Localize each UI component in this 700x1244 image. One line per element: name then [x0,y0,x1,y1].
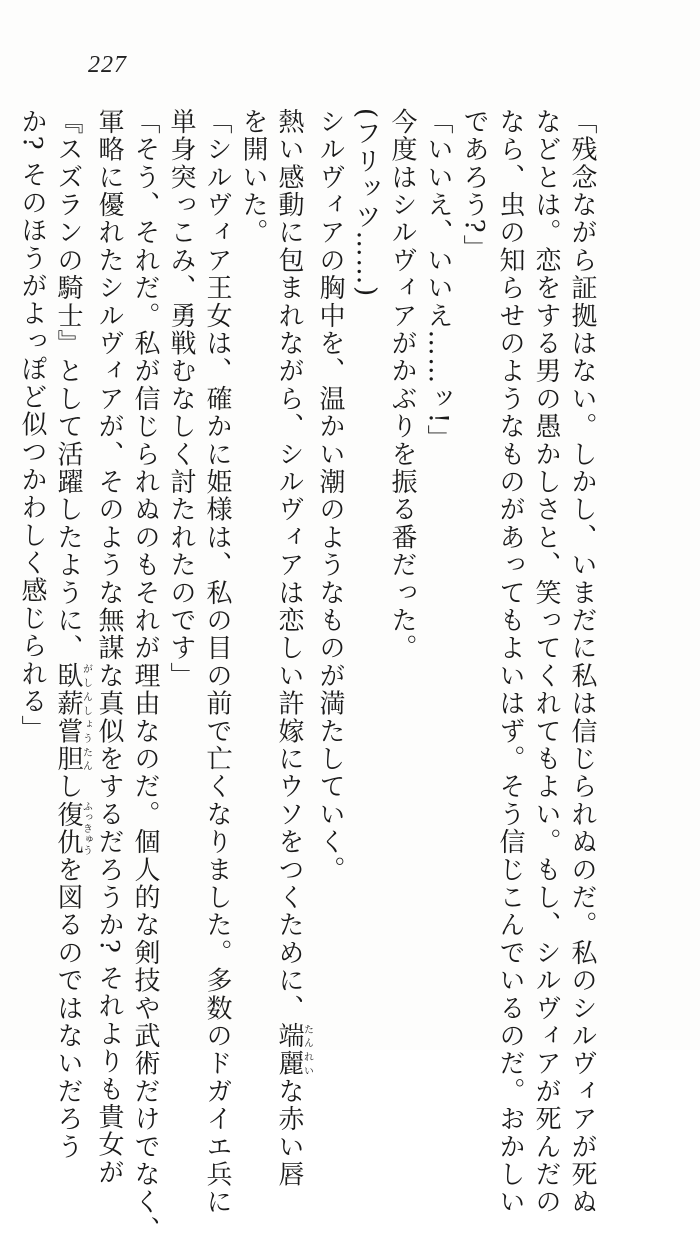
text-line: か? そのほうがよっぽど似つかわしく感じられる」 [17,108,47,744]
text-line: なら、虫の知らせのようなものがあってもよいはず。そう信じこんでいるのだ。おかしい [495,108,525,1216]
text-line: であろう?」 [459,108,489,263]
text-line: シルヴィアの胸中を、温かい潮のようなものが満たしていく。 [315,108,345,884]
text-line: 「残念ながら証拠はない。しかし、いまだに私は信じられぬのだ。私のシルヴィアが死ぬ [567,108,597,1216]
text-line: 「シルヴィア王女は、確かに姫様は、私の目の前で亡くなりました。多数のドガイエ兵に [202,108,232,1216]
text-line: 『スズランの騎士』として活躍したように、臥薪嘗胆がしんしょうたんし復仇ふっきゅうを図るのではないだろう [53,108,92,1161]
page-number: 227 [88,52,127,78]
text-line: (フリッツ……) [351,108,381,298]
ruby-word: 端麗たんれい [274,1022,313,1078]
ruby-word: 復仇ふっきゅう [53,800,92,856]
text-line: 単身突っこみ、勇戦むなしく討たれたのです」 [166,108,196,690]
text-line: 熱い感動に包まれながら、シルヴィアは恋しい許嫁にウソをつくために、端麗たんれいな赤い唇 [274,108,313,1189]
ruby-word: 臥薪嘗胆がしんしょうたん [53,662,92,773]
text-line: 「いいえ、いいえ……ッ!」 [423,108,453,453]
text-line: を開いた。 [238,108,268,247]
vertical-text-body [17,108,600,1244]
text-line: 軍略に優れたシルヴィアが、そのような無謀な真似をするだろうか? それよりも貴女が [94,108,124,1187]
text-line: 「そう、それだ。私が信じられぬのもそれが理由なのだ。個人的な剣技や武術だけでなく、 [130,108,160,1244]
text-line: などとは。恋をする男の愚かしさと、笑ってくれてもよい。もし、シルヴィアが死んだの [531,108,561,1216]
text-line: 今度はシルヴィアがかぶりを振る番だった。 [387,108,417,662]
